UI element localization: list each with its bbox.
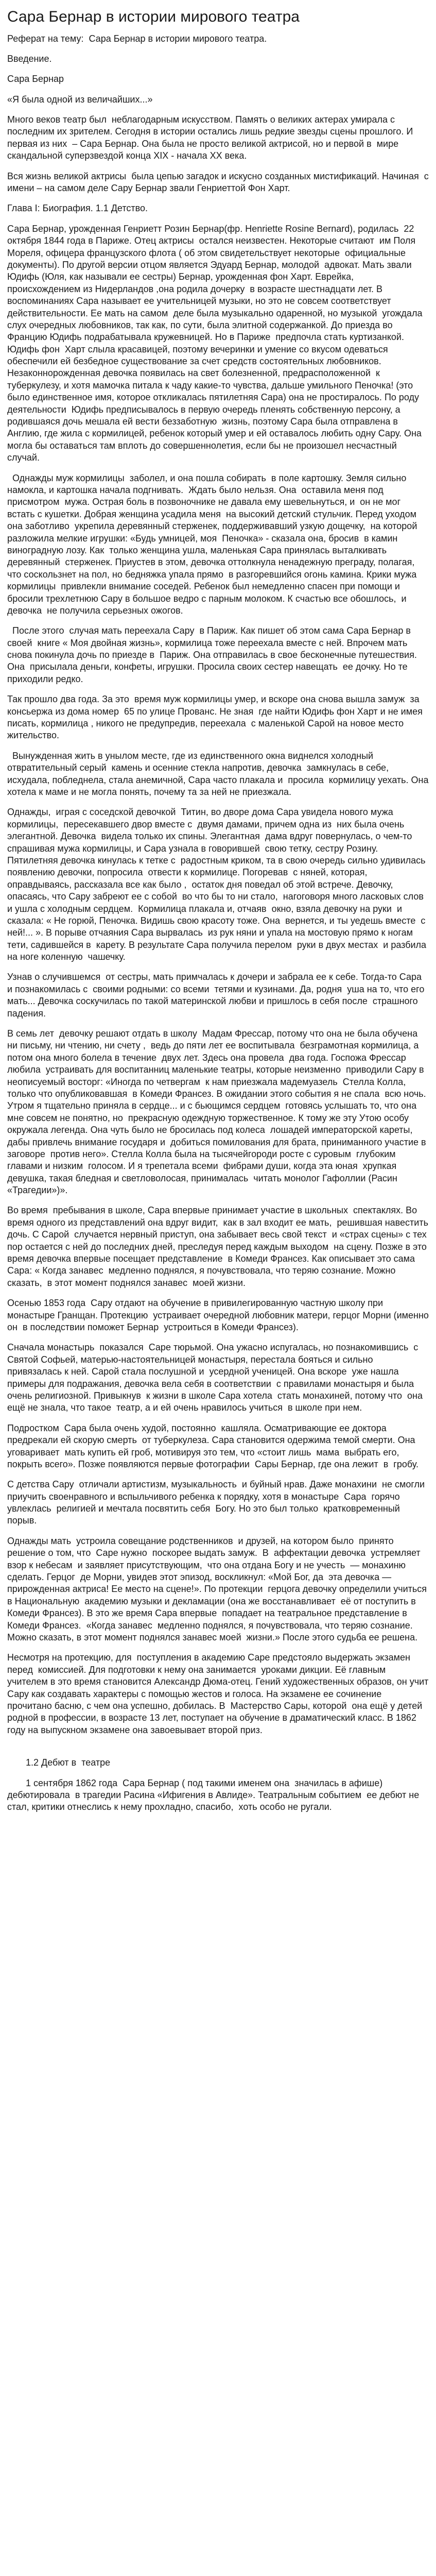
paragraph: Реферат на тему: Сара Бернар в истории мирового театра. [7, 33, 267, 44]
paragraph: Сначала монастырь показался Саре тюрьмой. Она ужасно испугалась, но познакомившись с Святой Софьей, матерью-настоятельницей монастыря, перестала бояться и сильно привязалась к ней. Сарой стала послушной и усердной ученицей. Она вскоре уже нашла примеры для подражания, девочка вела себя в соответствии с правилами монастыря и была очень религиозной. Привыкнув к жизни в школе Сара хотела стать монахиней, потому что она ещё не знала, что такое театр, а и ей очень нравилось учиться в школе при нем. [7, 1342, 426, 1413]
paragraph: С детства Сару отличали артистизм, музыкальность и буйный нрав. Даже монахини не смогли приучить своенравного и вспыльчивого ребенка к порядку, хотя в монастыре Сара горячо увлеклась религией и мечтала посвятить себя Богу. Но это был только кратковременный порыв. [7, 1479, 430, 1526]
paragraph: Осенью 1853 года Сару отдают на обучение в привилегированную частную школу при монастыре Гранщан. Протекцию устраивает очередной любовник матери, герцог Морни (именно он в последствии поможет Бернар устроиться в Комеди Франсез). [7, 1298, 431, 1332]
paragraph: После этого случая мать переехала Сару в Париж. Как пишет об этом сама Сара Бернар в своей книге « Моя двойная жизнь», кормилица тоже переехала вместе с ней. Впрочем мать снова покинула дочь по приезде в Париж. Она отправилась в свое бесконечные путешествия. Она присылала деньги, конфеты, игрушки. Просила своих сестер навещать ее дочку. Но те приходили редко. [7, 625, 420, 684]
paragraph: Вся жизнь великой актрисы была цепью загадок и искусно созданных мистификаций. Начиная с имени – на самом деле Сару Бернар звали Генриеттой Фон Харт. [7, 171, 431, 194]
paragraph: Во время пребывания в школе, Сара впервые принимает участие в школьных спектаклях. Во время одного из представлений она вдруг видит, как в зал входит ее мать, решившая навестить дочь. С Сарой случается нервный приступ, она забывает весь свой текст и «страх сцены» с тех пор остается с ней до последних дней, преследуя перед каждым выходом на сцену. Позже в это время девочка впервые посещает представление в Комеди Франсез. Как описывает это сама Сара: « Когда занавес медленно поднялся, я почувствовала, что теряю сознание. Можно сказать, в этот момент поднялся занавес моей жизни. [7, 1205, 431, 1288]
paragraph: В семь лет девочку решают отдать в школу Мадам Фрессар, потому что она не была обучена ни письму, ни чтению, ни счету , ведь до пяти лет ее воспитывала безграмотная кормилица, а потом она много болела в течение двух лет. Здесь она провела два года. Госпожа Фрессар любила устраивать для воспитанниц маленькие театры, которые неизменно приводили Сару в неописуемый восторг: «Иногда по четвергам к нам приезжала мадемуазель Стелла Колла, только что опубликовавшая в Комеди Франсез. В ожидании этого события я не спала всю ночь. Утром я тщательно приняла в сердце... и с бьющимся сердцем готовясь услышать то, что она мне совсем не понятно, но прекрасную одеждную торжественное. К тому же эту Утою особу окружала легенда. Она чуть было не бросилась под колеса лошадей императорской кареты, дабы привлечь внимание государя и добиться помилования для брата, приниманного участие в заговоре против него». Стелла Колла была на тысячейгороди росте с суровым глубоким главами и низким голосом. И я трепетала всеми фибрами души, когда эта юная хрупкая девушка, такая бледная и светловолосая, принималась читать монолог Гафоллии (Расин «Трагедии»)». [7, 1028, 429, 1196]
paragraph: Однажды, играя с соседской девочкой Титин, во дворе дома Сара увидела нового мужа кормилицы, пересекавшего двор вместе с двумя дамами, причем одна из них была очень элегантной. Девочка видела только их спины. Элегантная дама вдруг повернулась, о чем-то спрашивая мужа кормилицы, и Сара узнала в говорившей свою тетку, сестру Розину. Пятилетняя девочка кинулась к тетке с радостным криком, та в свою очередь сильно удивилась появлению девочки, попросила отвести к кормилице. Погоревав с няней, которая, оправдываясь, рассказала все как было , остаток дня поведал об этой встрече. Девочку, опасаясь, что Сару забреют ее с собой во что бы то ни стало, нагоговоря много ласковых слов и ушла с холодным сердцем. Кормилица плакала и, отчаяв окно, взяла девочку на руки и сказала: « Не горюй, Пеночка. Видишь свою красоту тоже. Она вернется, и ты уедешь вместе с ней!... ». В порыве отчаяния Сара вырвалась из рук няни и упала на мостовую прямо к ногам тети, садившейся в карету. В результате Сара получила перелом руки в двух местах и разбила на ноге коленную чашечку. [7, 807, 431, 962]
paragraph: Однажды мать устроила совещание родственников и друзей, на котором было принято решение о том, что Саре нужно поскорее выдать замуж. В аффектации девочка устремляет взор к небесам и заявляет присутствующим, что она отдана Богу и не учесть — монахиню сделать. Герцог де Морни, увидев этот эпизод, воскликнул: «Мой Бог, да эта девочка — прирожденная актриса! Ее место на сцене!». По протекции герцога девочку определили учиться в Национальную академию музыки и декламации (она же восстанавливает её от поступить в Комеди Франсез). В это же время Сара впервые попадает на театральное представление в Комеди Франсез. «Когда занавес медленно поднялся, я почувствовала, что теряю сознание. Можно сказать, в этот момент поднялся занавес моей жизни.» После этого судьба ее решена. [7, 1535, 430, 1642]
paragraph: Сара Бернар, урожденная Генриетт Розин Бернар(фр. Henriette Rosine Bernard), родилась 22 октября 1844 года в Париже. Отец актрисы остался неизвестен. Некоторые считают им Поля Мореля, офицера французского флота ( об этом свидетельствует некоторые официальные документы). По другой версии отцом является Эдуард Бернар, молодой адвокат. Мать звали Юдифь (Юля, как называли ее сестры) Бернар, урожденная фон Харт. Еврейка, происхождением из Нидерландов ,она родила дочерку в возрасте шестнадцати лет. В воспоминаниях Сара называет ее учительницей музыки, но это не совсем соответствует действительности. Ее мать на самом деле была музыкально одаренной, но музыкой угождала слух очередных любовников, так как, по сути, была элитной содержанкой. До приезда во Францию Юдифь подрабатывала кружевницей. Но в Париже предпочла стать куртизанкой. Юдифь фон Харт слыла красавицей, поэтому вечеринки и умение со вкусом одеваться обеспечили ей безбедное существование за счет средств состоятельных любовников. Незаконнорожденная девочка появилась на свет болезненной, предрасположенной к туберкулезу, и хотя мамочка питала к чаду какие-то чувства, дальше умильного Пеночка! (это было единственное имя, которое откликалась пятилетняя Сара) она не простиралось. По роду деятельности Юдифь предписывалось в первую очередь пленять собственную персону, а родившаяся дочь мешала ей вести беззаботную жизнь, поэтому Сара была отправлена в Англию, где жила с кормилицей, ребенок который умер и ей оставалось любить одну Сару. Она могла бы оставаться там вплоть до совершеннолетия, если бы не произошел несчастный случай. [7, 223, 425, 463]
paragraph: Много веков театр был неблагодарным искусством. Память о великих актерах умирала с последним их зрителем. Сегодня в истории остались лишь редкие звезды сцены прошлого. И первая из них – Сара Бернар. Она была не просто великой актрисой, но и первой в мире скандальной суперзвездой конца XIX - начала XX века. [7, 114, 416, 161]
paragraph: 1.2 Дебют в театре [26, 1757, 111, 1768]
paragraph: 1 сентября 1862 года Сара Бернар ( под такими именем она значилась в афише) дебютировала в трагедии Расина «Ифигения в Авлиде». Театральным событием ее дебют не стал, критики отнеслись к нему прохладно, спасибо, хоть особо не ругали. [7, 1777, 422, 1812]
paragraph: Узнав о случившемся от сестры, мать примчалась к дочери и забрала ее к себе. Тогда-то Сара и познакомилась с своими родными: со всеми тетями и кузинами. Да, родня уша на то, что его мать... Девочка соскучилась по такой материнской любви и пришлось в себя после страшного падения. [7, 972, 427, 1019]
paragraph: Глава I: Биография. 1.1 Детство. [7, 203, 148, 214]
document-body [7, 33, 429, 1814]
paragraph: Подростком Сара была очень худой, постоянно кашляла. Осматривающие ее доктора предрекали ей скорую смерть от туберкулеза. Сара становится одержима темой смерти. Она уговаривает мать купить ей гроб, мотивируя это тем, что «стоит лишь мама выбрать его, покрыть всего». Позже появляются первые фотографии Сары Бернар, где она лежит в гробу. [7, 1422, 421, 1469]
page-title: Сара Бернар в истории мирового театра [7, 8, 300, 25]
paragraph: Вынужденная жить в унылом месте, где из единственного окна виднелся холодный отвратительный серый камень и осенние стекла напротив, девочка замкнулась в себе, исхудала, побледнела, стала анемичной, Сара часто плакала и просила кормилицу уехать. Она хотела к маме и не могла понять, почему та за ней не приезжала. [7, 750, 431, 797]
paragraph: Так прошло два года. За это время муж кормилицы умер, и вскоре она снова вышла замуж за консьержа из дома номер 65 по улице Прованс. Не зная где найти Юдифь фон Харт и не имея писать, кормилица , никого не предупредив, переехала с маленькой Сарой на новое место жительство. [7, 694, 425, 741]
paragraph: «Я была одной из величайших...» [7, 94, 153, 105]
paragraph: Несмотря на протекцию, для поступления в академию Саре предстояло выдержать экзамен перед комиссией. Для подготовки к нему она занимается уроками дикции. Её главным учителем в это время становится Александр Дюма-отец. Гений художественных образов, он учит Сару как создавать характеры с помощью жестов и голоса. На экзамене ее сочинение прочитано басню, с чем она успешно, добилась. В Мастерство Сары, которой она ещё у детей родной в профессии, в возрасте 13 лет, поступает на обучение в драматический класс. В 1862 году на выпускном экзамене она завоевывает второй приз. [7, 1652, 431, 1735]
paragraph: Введение. [7, 53, 52, 64]
paragraph: Сара Бернар [7, 74, 64, 84]
paragraph: Однажды муж кормилицы заболел, и она пошла собирать в поле картошку. Земля сильно намокла, и картошка начала подгнивать. Ждать было нельзя. Она оставила меня под присмотром мужа. Острая боль в позвоночнике не давала ему шевельнуться, и он не мог встать с кушетки. Добрая женщина усадила меня на высокий детский стульчик. Перед уходом она заботливо укрепила деревянный стерженек, поддерживавший узкую дощечку, на которой разложила мелкие игрушки: «Будь умницей, моя Пеночка» - сказала она, бросив в камин виноградную лозу. Как только женщина ушла, маленькая Сара принялась выталкивать деревянный стерженек. Приустев в этом, девочка оттолкнула ненадежную преграду, полагая, что соскользнет на пол, но бедняжка упала прямо в разгоревшийся огонь камина. Крики мужа кормилицы привлекли внимание соседей. Ребенок был немедленно спасен при помощи и бросили трехлетнюю Сару в большое ведро с парным молоком. К счастью все обошлось, и девочка не получила серьезных ожогов. [7, 472, 420, 616]
